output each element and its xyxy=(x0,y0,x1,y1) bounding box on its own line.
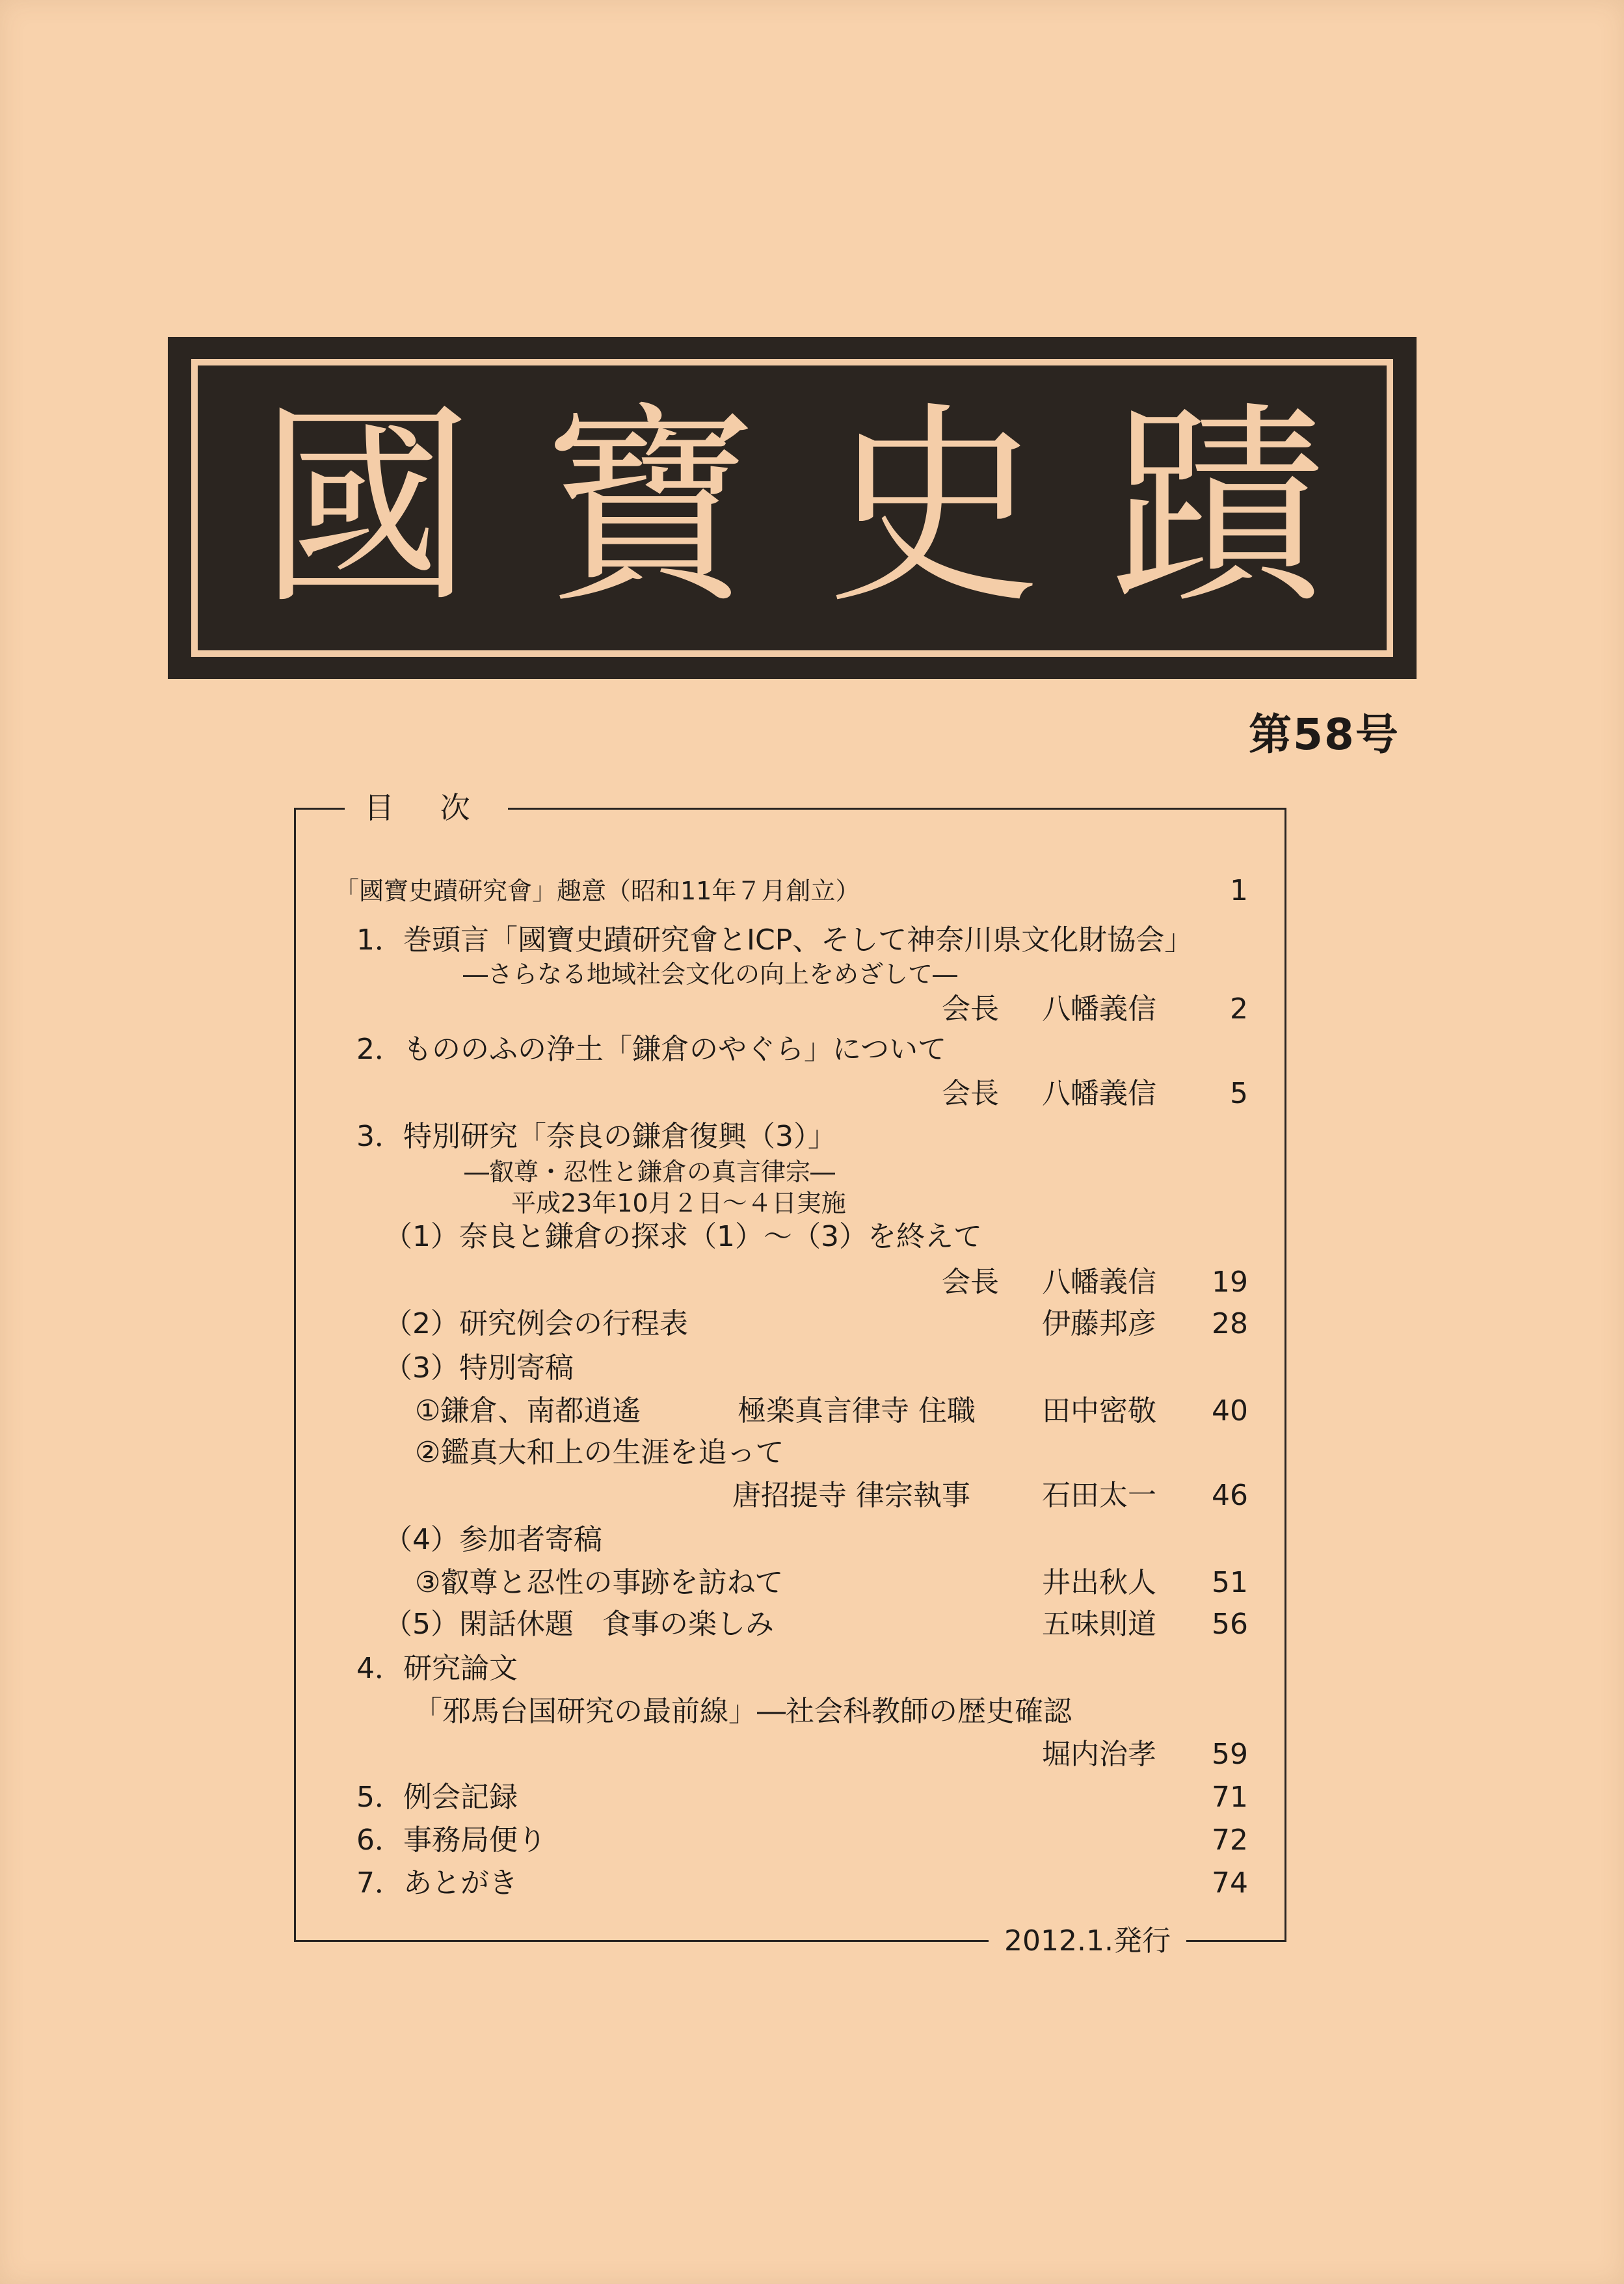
page-number: 51 xyxy=(1212,1566,1248,1599)
toc-entry-3-3-b: ②鑑真大和上の生涯を追って xyxy=(415,1436,784,1469)
issue-number: 第58号 xyxy=(1249,710,1400,760)
title-char-1: 國 xyxy=(258,383,473,633)
author-name: 井出秋人 xyxy=(1042,1566,1156,1599)
page-number: 5 xyxy=(1230,1077,1248,1110)
toc-heading: 目 次 xyxy=(345,790,508,826)
author-name: 伊藤邦彦 xyxy=(1042,1307,1156,1340)
author-name: 八幡義信 xyxy=(1042,1077,1156,1110)
title-char-3: 史 xyxy=(827,383,1042,633)
toc-entry-3-subtitle: ―叡尊・忍性と鎌倉の真言律宗― xyxy=(464,1158,836,1186)
toc-entry-6: 6．事務局便り xyxy=(356,1824,546,1857)
page-number: 56 xyxy=(1212,1608,1248,1641)
page-number: 74 xyxy=(1212,1866,1248,1900)
toc-entry-3-3-a: ①鎌倉、南都逍遙 xyxy=(415,1394,641,1428)
title-plaque xyxy=(168,337,1417,679)
toc-entry-3-2: （2）研究例会の行程表 xyxy=(384,1307,688,1340)
toc-entry-3-3: （3）特別寄稿 xyxy=(384,1351,574,1385)
toc-entry-7: 7．あとがき xyxy=(356,1866,518,1900)
page-number: 2 xyxy=(1230,992,1248,1026)
toc-entry-5: 5．例会記録 xyxy=(356,1781,518,1814)
author-name: 堀内治孝 xyxy=(1042,1738,1156,1771)
page-number: 59 xyxy=(1212,1738,1248,1771)
toc-entry-4: 4．研究論文 xyxy=(356,1652,518,1685)
author-name: 八幡義信 xyxy=(1042,1266,1156,1299)
page-number: 1 xyxy=(1230,874,1248,907)
toc-entry-3: 3．特別研究「奈良の鎌倉復興（3）」 xyxy=(356,1120,836,1153)
toc-entry-3-4: （4）参加者寄稿 xyxy=(384,1523,602,1556)
title-plaque-border xyxy=(191,359,1393,657)
toc-entry-1: 1．巻頭言「國寶史蹟研究會とICP、そして神奈川県文化財協会」 xyxy=(356,923,1193,957)
author-role: 唐招提寺 律宗執事 xyxy=(732,1479,970,1512)
toc-entry-3-1: （1）奈良と鎌倉の探求（1）～（3）を終えて xyxy=(384,1220,982,1253)
toc-entry-3-date: 平成23年10月２日～４日実施 xyxy=(511,1189,846,1217)
author-name: 田中密敬 xyxy=(1042,1394,1156,1428)
toc-entry-3-5: （5）閑話休題 食事の楽しみ xyxy=(384,1608,774,1641)
page-number: 72 xyxy=(1212,1824,1248,1857)
author-name: 石田太一 xyxy=(1042,1479,1156,1512)
page-number: 40 xyxy=(1212,1394,1248,1428)
title-char-2: 寶 xyxy=(542,383,758,633)
author-role: 極楽真言律寺 住職 xyxy=(738,1394,976,1428)
author-name: 八幡義信 xyxy=(1042,992,1156,1026)
publication-date: 2012.1.発行 xyxy=(989,1924,1186,1959)
toc-entry-3-4-a: ③叡尊と忍性の事跡を訪ねて xyxy=(415,1566,784,1599)
author-role: 会長 xyxy=(942,1266,999,1299)
page-number: 46 xyxy=(1212,1479,1248,1512)
toc-entry-1-subtitle: ―さらなる地域社会文化の向上をめざして― xyxy=(463,960,958,989)
page-number: 28 xyxy=(1212,1307,1248,1340)
toc-entry-4-subtitle: 「邪馬台国研究の最前線」―社会科教師の歴史確認 xyxy=(414,1695,1072,1728)
author-role: 会長 xyxy=(942,1077,999,1110)
toc-entry-charter: 「國寶史蹟研究會」趣意（昭和11年７月創立） xyxy=(334,877,860,905)
title-char-4: 蹟 xyxy=(1111,383,1326,633)
page-number: 19 xyxy=(1212,1266,1248,1299)
author-role: 会長 xyxy=(942,992,999,1026)
page-number: 71 xyxy=(1212,1781,1248,1814)
toc-entry-2: 2．もののふの浄土「鎌倉のやぐら」について xyxy=(356,1033,947,1066)
author-name: 五味則道 xyxy=(1042,1608,1156,1641)
